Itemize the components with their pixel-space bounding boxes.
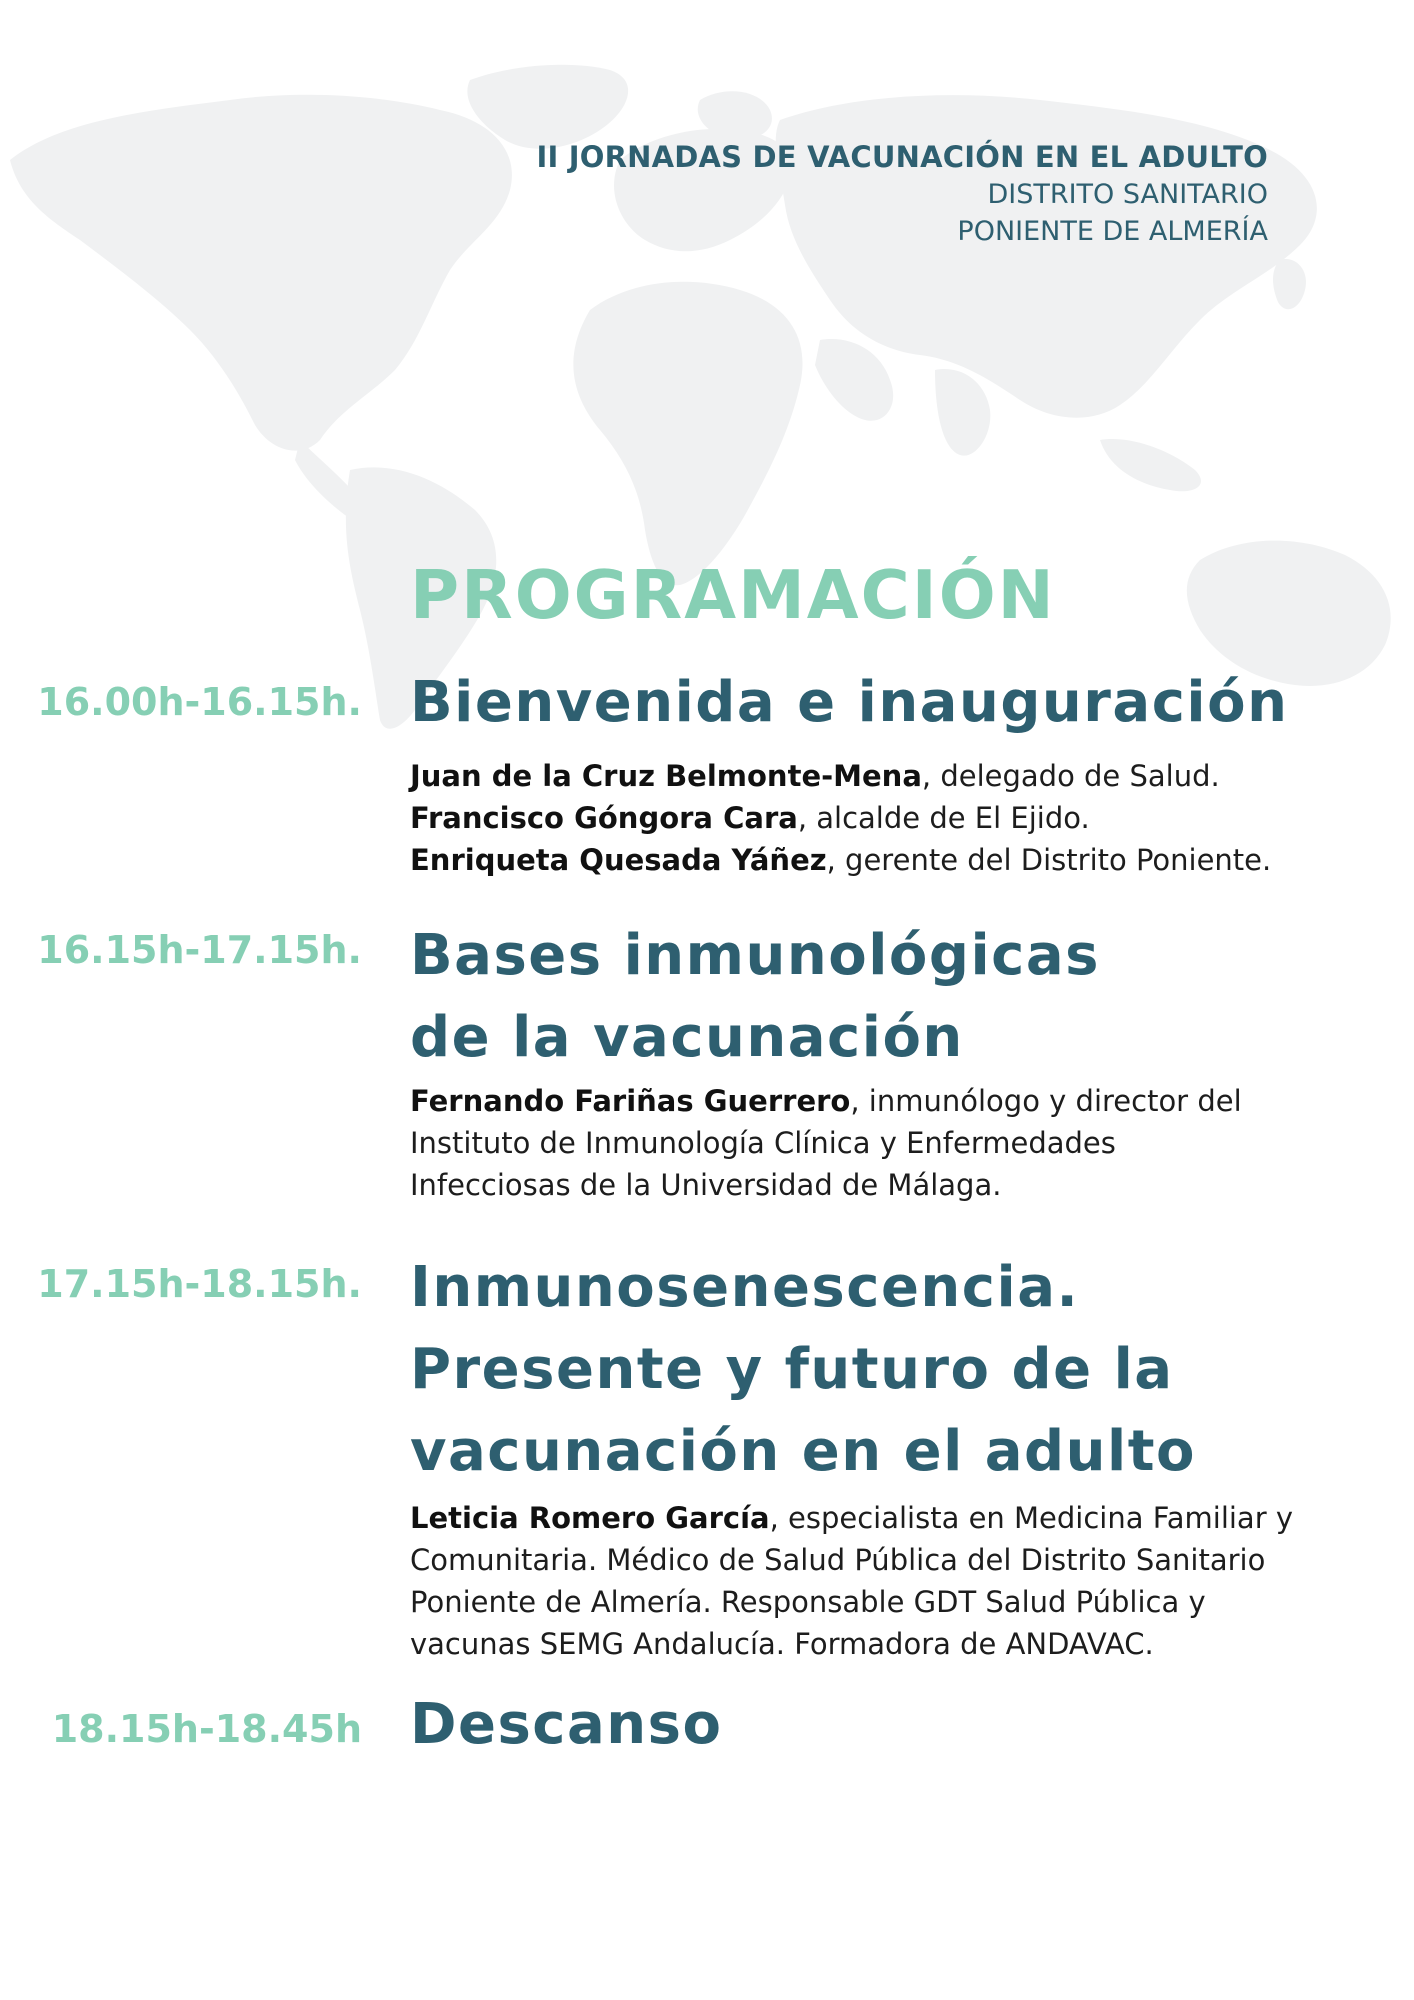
speaker-role: , alcalde de El Ejido.	[797, 801, 1090, 835]
event-name: II JORNADAS DE VACUNACIÓN EN EL ADULTO	[536, 140, 1268, 174]
speaker-line	[410, 839, 1290, 881]
event-header	[536, 138, 1268, 250]
session-time: 16.00h-16.15h.	[37, 680, 362, 724]
speaker-role-line: Instituto de Inmunología Clínica y Enfermedades	[410, 1126, 1116, 1160]
session-time: 18.15h-18.45h	[51, 1707, 362, 1751]
speaker-line	[410, 755, 1290, 797]
session-speakers	[410, 755, 1290, 881]
session-title: Descanso	[410, 1692, 723, 1757]
session-speakers	[410, 1080, 1290, 1206]
speaker-name: Enriqueta Quesada Yáñez	[410, 843, 827, 877]
session-title-line: Presente y futuro de la	[410, 1337, 1174, 1402]
session-title	[410, 1247, 1310, 1493]
session-time: 16.15h-17.15h.	[37, 928, 362, 972]
speaker-role-line: Comunitaria. Médico de Salud Pública del Distrito Sanitario	[410, 1543, 1266, 1577]
session-time: 17.15h-18.15h.	[37, 1262, 362, 1306]
session-speakers	[410, 1497, 1294, 1665]
speaker-name: Juan de la Cruz Belmonte-Mena	[410, 759, 922, 793]
session-title-line: Bases inmunológicas	[410, 923, 1100, 988]
speaker-role-line: vacunas SEMG Andalucía. Formadora de ANDAVAC.	[410, 1627, 1154, 1661]
speaker-role: , delegado de Salud.	[921, 759, 1220, 793]
session-title: Bienvenida e inauguración	[410, 670, 1289, 735]
page-title: PROGRAMACIÓN	[410, 556, 1056, 634]
speaker-name: Leticia Romero García	[410, 1501, 770, 1535]
district-location: PONIENTE DE ALMERÍA	[957, 216, 1268, 247]
speaker-line	[410, 1497, 1294, 1539]
speaker-role-line: Poniente de Almería. Responsable GDT Salud Pública y	[410, 1585, 1206, 1619]
session-title	[410, 915, 1310, 1079]
speaker-line	[410, 797, 1290, 839]
session-title-line: Inmunosenescencia.	[410, 1255, 1080, 1320]
session-title-line: vacunación en el adulto	[410, 1419, 1196, 1484]
speaker-name: Francisco Góngora Cara	[410, 801, 798, 835]
speaker-role: , inmunólogo y director del	[850, 1084, 1242, 1118]
session-title-line: de la vacunación	[410, 1005, 964, 1070]
speaker-role-line: Infecciosas de la Universidad de Málaga.	[410, 1168, 1002, 1202]
speaker-line	[410, 1080, 1290, 1122]
speaker-name: Fernando Fariñas Guerrero	[410, 1084, 851, 1118]
speaker-role: , especialista en Medicina Familiar y	[769, 1501, 1294, 1535]
speaker-role: , gerente del Distrito Poniente.	[826, 843, 1272, 877]
district-name: DISTRITO SANITARIO	[987, 179, 1268, 210]
